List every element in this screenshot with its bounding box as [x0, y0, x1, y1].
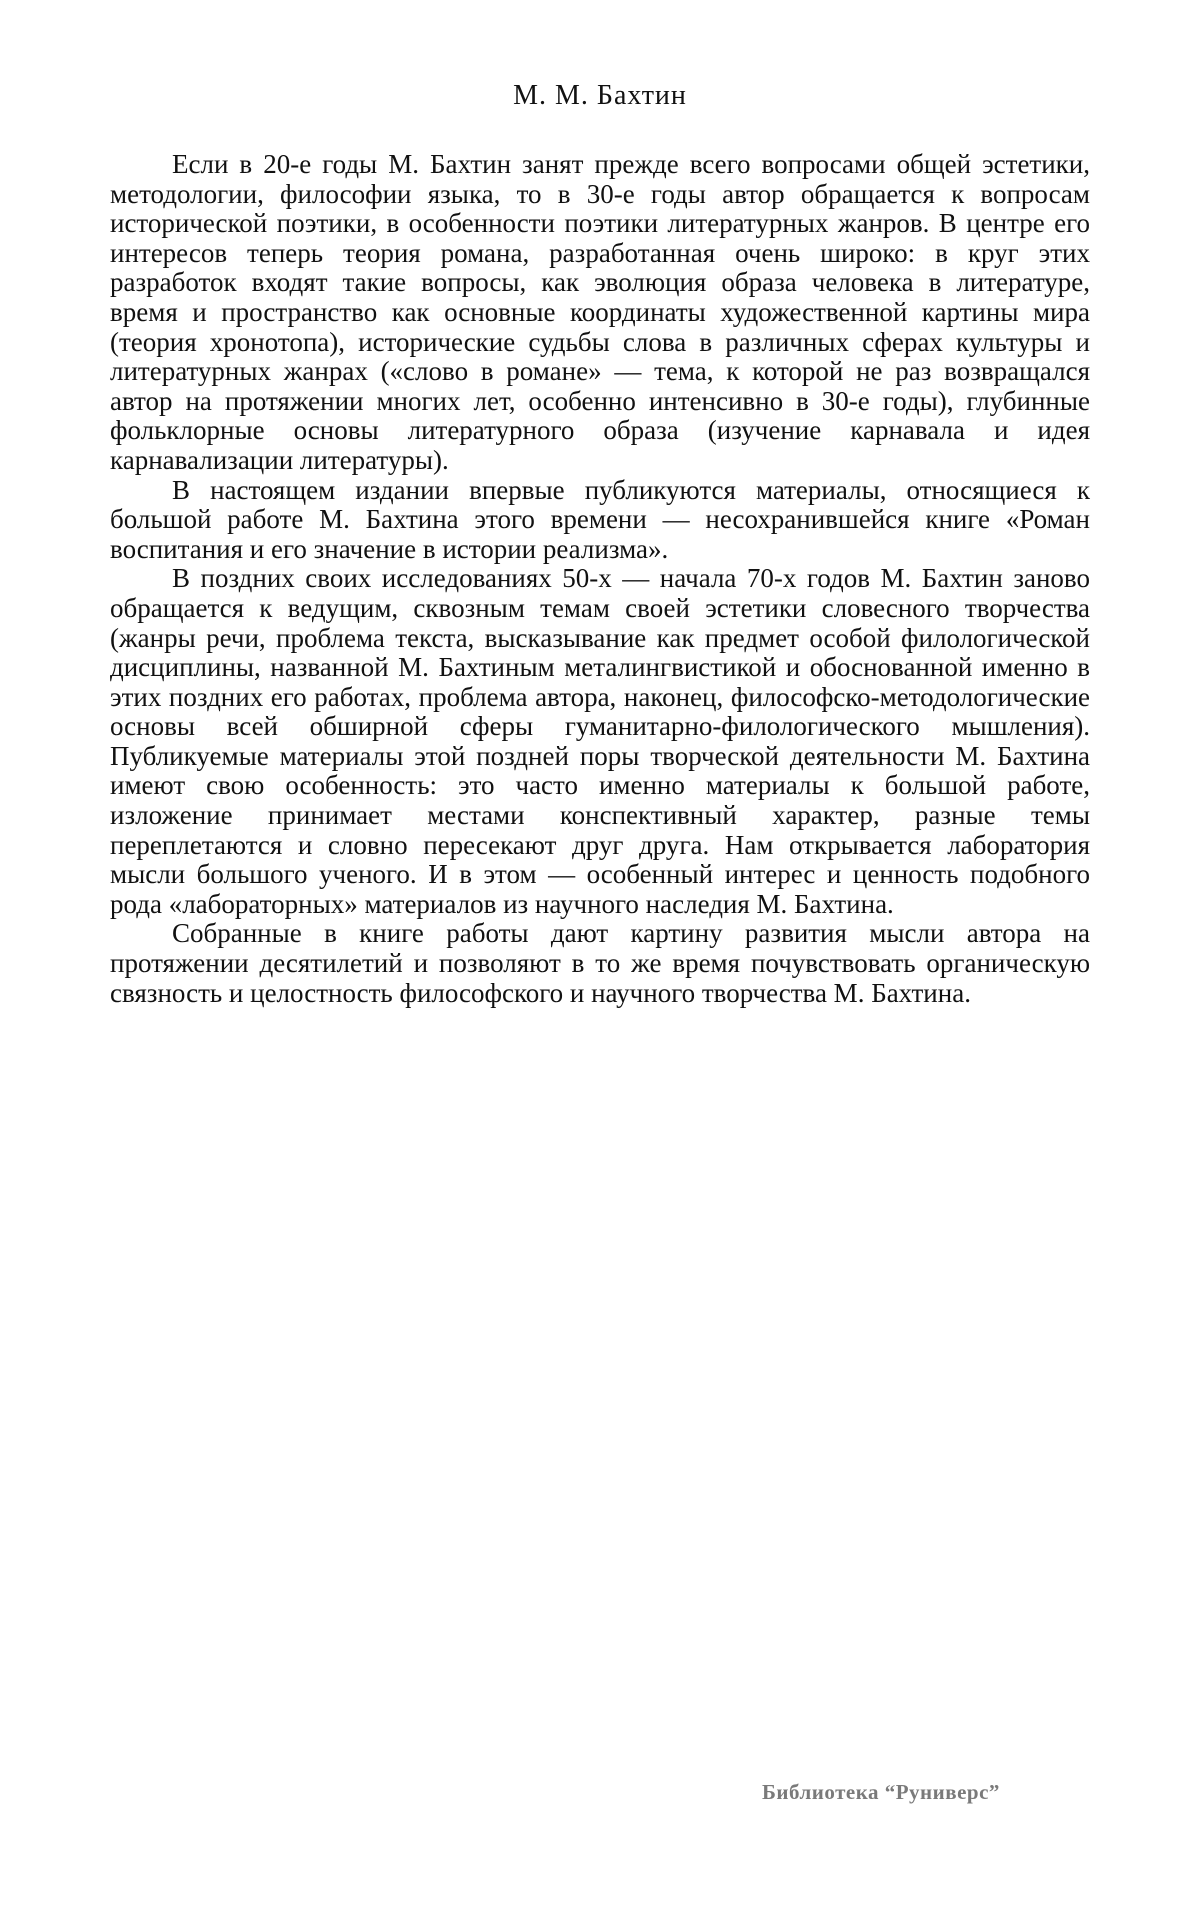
paragraph-4: Собранные в книге работы дают картину развития мысли автора на протяжении десятилетий и позволяют в то же время почувствовать органическую связность и целостность философского и научного творчества М. Бахтина.: [110, 918, 1090, 1008]
paragraph-3: В поздних своих исследованиях 50-х — начала 70-х годов М. Бахтин заново обращается к ведущим, сквозным темам своей эстетики словесного творчества (жанры речи, проблема текста, высказывание как предмет особой филологической дисциплины, названной М. Бахтиным металингвистикой и обоснованной именно в этих поздних его работах, проблема автора, наконец, философско-методологические основы всей обширной сферы гуманитарно-филологического мышления). Публикуемые материалы этой поздней поры творческой деятельности М. Бахтина имеют свою особенность: это часто именно материалы к большой работе, изложение принимает местами конспективный характер, разные темы переплетаются и словно пересекают друг друга. Нам открывается лаборатория мысли большого ученого. И в этом — особенный интерес и ценность подобного рода «лабораторных» материалов из научного наследия М. Бахтина.: [110, 563, 1090, 919]
running-header: М. М. Бахтин: [513, 80, 687, 111]
paragraph-1: Если в 20-е годы М. Бахтин занят прежде всего вопросами общей эстетики, методологии, философии языка, то в 30-е годы автор обращается к вопросам исторической поэтики, в особенности поэтики литературных жанров. В центре его интересов теперь теория романа, разработанная очень широко: в круг этих разработок входят такие вопросы, как эволюция образа человека в литературе, время и пространство как основные координаты художественной картины мира (теория хронотопа), исторические судьбы слова в различных сферах культуры и литературных жанрах («слово в романе» — тема, к которой не раз возвращался автор на протяжении многих лет, особенно интенсивно в 30-е годы), глубинные фольклорные основы литературного образа (изучение карнавала и идея карнавализации литературы).: [110, 149, 1090, 475]
body-text: [110, 150, 1090, 1008]
library-watermark: Библиотека “Руниверс”: [762, 1780, 1000, 1804]
paragraph-2: В настоящем издании впервые публикуются материалы, относящиеся к большой работе М. Бахтина этого времени — несохранившейся книге «Роман воспитания и его значение в истории реализма».: [110, 474, 1090, 564]
